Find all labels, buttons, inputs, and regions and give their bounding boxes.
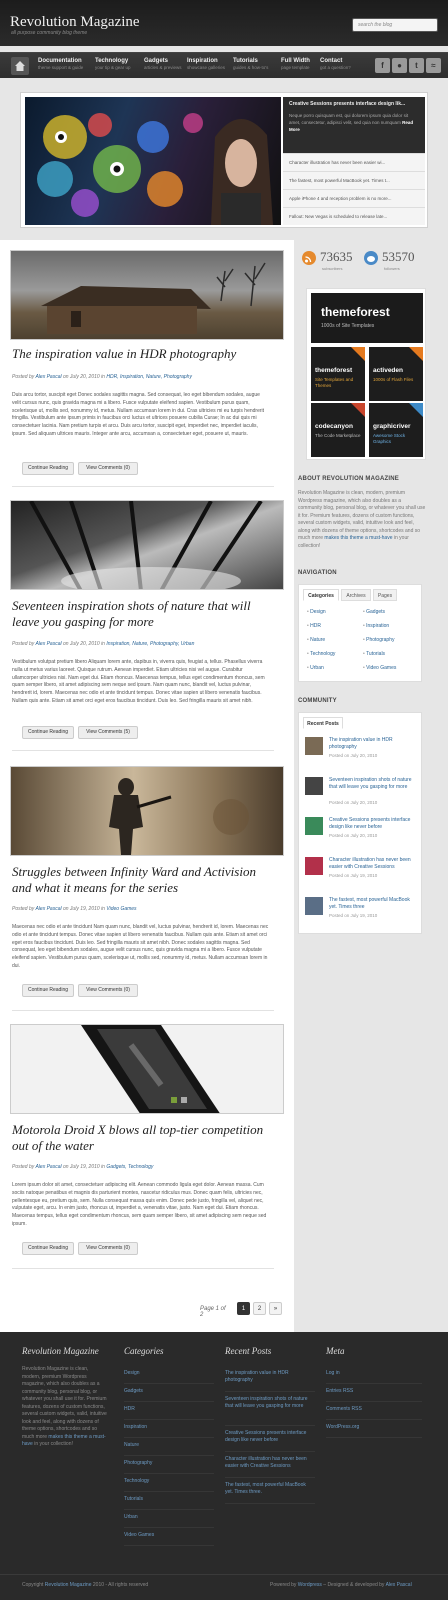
soldier-photo bbox=[11, 767, 284, 856]
post-image[interactable] bbox=[10, 766, 284, 856]
copyright-brand-link[interactable]: Revolution Magazine bbox=[44, 1582, 92, 1588]
nav-sub: page template bbox=[281, 65, 310, 70]
site-tagline: all purpose community blog theme bbox=[11, 30, 88, 36]
nav-item-documentation[interactable] bbox=[38, 58, 83, 70]
post-author[interactable]: Alex Pascal bbox=[35, 1164, 62, 1170]
nav-sub: got a question? bbox=[320, 65, 351, 70]
recent-post-date: Posted on July 19, 2010 bbox=[329, 873, 378, 878]
nav-sub: articles & previews bbox=[144, 65, 182, 70]
footer-about-tail: in your collection! bbox=[34, 1441, 73, 1447]
ad-badge bbox=[409, 403, 423, 417]
navigation-widget bbox=[298, 584, 422, 682]
post-author[interactable]: Alex Pascal bbox=[35, 374, 62, 380]
recent-post-thumb bbox=[305, 817, 323, 835]
footer-category-link[interactable]: Video Games bbox=[124, 1528, 214, 1546]
rss-feed-icon bbox=[302, 250, 316, 266]
footer-category-link[interactable]: Technology bbox=[124, 1474, 214, 1492]
about-body: Revolution Magazine is clean, modern, premium Wordpress magazine, which also doubles as a community blog, personal blog, or whatever you shall use it for. Premium features, dozens of custom functions, several custom widgets, valid, intuitive look and feel, along with dozens of theme options, shortcodes and so much more bbox=[298, 490, 426, 541]
nav-item-tutorials[interactable] bbox=[233, 58, 268, 70]
next-page-button[interactable]: » bbox=[269, 1302, 282, 1315]
post-divider bbox=[12, 750, 274, 751]
post-meta bbox=[12, 641, 270, 647]
post-divider bbox=[12, 1268, 274, 1269]
post-excerpt: Lorem ipsum dolor sit amet, consectetuer adipiscing elit. Aenean commodo ligula eget dolor. Aenean massa. Cum sociis natoque penatibus et magnis dis parturient montes, nascetur ridiculus mus. Donec quam felis, ultricies nec, pellentesque eu, pretium quis, sem. Nulla consequat massa quis enim. Donec pede justo, fringilla vel, aliquet nec, vulputate eget, arcu. In enim justo, rhoncus ut, imperdiet a, venenatis vitae, justo. Nam eget dui. Etiam rhoncus. Maecenas tempus, tellus eget condimentum rhoncus, sem quam semper libero, sit amet adipiscing sem neque sed ipsum. bbox=[12, 1182, 267, 1227]
recent-post-title[interactable]: Creative Sessions presents interface design like never before bbox=[329, 817, 411, 830]
meta-prefix: Posted by bbox=[12, 641, 35, 647]
featured-item[interactable]: Character illustration has never been easier wi... bbox=[283, 153, 425, 171]
recent-post-date: Posted on July 19, 2010 bbox=[329, 913, 378, 918]
meta-prefix: Posted by bbox=[12, 906, 35, 912]
featured-item[interactable]: Apple iPhone 4 and reception problem is no more... bbox=[283, 189, 425, 207]
post-meta bbox=[12, 906, 270, 912]
ad-themeforest-banner[interactable] bbox=[311, 293, 423, 343]
nav-item-gadgets[interactable] bbox=[144, 58, 182, 70]
continue-reading-button[interactable]: Continue Reading bbox=[22, 726, 74, 739]
featured-slider bbox=[20, 92, 428, 228]
post-excerpt: Vestibulum volutpat pretium libero Aliquam lorem ante, dapibus in, viverra quis, feugiat a, tellus. Phasellus viverra nulla ut metus varius laoreet. Quisque rutrum. Aenean imperdiet. Etiam ultricies nisi vel augue. Curabitur ullamcorper ultricies nisi. Nam eget dui. Etiam rhoncus. Maecenas tempus, tellus eget condimentum rhoncus, sem quam semper libero, sit amet adipiscing sem neque sed ipsum. Nam quam nunc, blandit vel, luctus pulvinar, hendrerit id, lorem. Maecenas nec odio et ante tincidunt tempus. Donec vitae sapien ut libero venenatis faucibus. Nullam quis ante. Etiam sit amet orci eget eros faucibus tincidunt. Duis leo. Sed fringilla mauris sit amet nibh. bbox=[12, 659, 265, 704]
recent-post-title[interactable]: Seventeen inspiration shots of nature that will leave you gasping for more bbox=[329, 777, 412, 790]
view-comments-button[interactable]: View Comments (5) bbox=[78, 726, 138, 739]
post-title[interactable]: The inspiration value in HDR photography bbox=[12, 346, 237, 361]
featured-image[interactable] bbox=[25, 97, 281, 225]
footer-recent-link[interactable]: The inspiration value in HDR photography bbox=[225, 1366, 315, 1392]
footer-meta-link[interactable]: Comments RSS bbox=[326, 1402, 422, 1420]
read-more-link[interactable]: Read More bbox=[289, 120, 414, 132]
recent-post-thumb bbox=[305, 777, 323, 795]
nav-label: Technology bbox=[95, 58, 129, 64]
recent-post-thumb bbox=[305, 897, 323, 915]
nav-label: Contact bbox=[320, 58, 343, 64]
about-text bbox=[298, 490, 426, 550]
ad-activeden[interactable] bbox=[369, 347, 423, 401]
page-2-button[interactable]: 2 bbox=[253, 1302, 266, 1315]
nav-item-technology[interactable] bbox=[95, 58, 131, 70]
author-link[interactable]: Alex Pascal bbox=[385, 1582, 412, 1588]
footer-category-link[interactable]: Urban bbox=[124, 1510, 214, 1528]
recent-post[interactable] bbox=[305, 857, 417, 887]
footer-about-link[interactable]: makes this theme a must-have bbox=[22, 1433, 106, 1447]
page-label: Page 1 of 2 bbox=[200, 1306, 226, 1318]
phone-photo bbox=[11, 1025, 284, 1114]
navigation-heading: NAVIGATION bbox=[298, 570, 337, 576]
post-author[interactable]: Alex Pascal bbox=[35, 641, 62, 647]
recent-post[interactable] bbox=[305, 737, 417, 767]
recent-post[interactable] bbox=[305, 817, 417, 847]
footer-meta-link[interactable]: Entries RSS bbox=[326, 1384, 422, 1402]
recent-post-date: Posted on July 20, 2010 bbox=[329, 753, 378, 758]
footer-categories-heading: Categories bbox=[124, 1346, 164, 1356]
post-divider bbox=[12, 486, 274, 487]
continue-reading-button[interactable]: Continue Reading bbox=[22, 462, 74, 475]
tab-pages[interactable]: Pages bbox=[373, 589, 397, 601]
post-categories[interactable]: Inspiration, Nature, Photography, Urban bbox=[106, 641, 195, 647]
footer-category-link[interactable]: Inspiration bbox=[124, 1420, 214, 1438]
footer-categories bbox=[124, 1346, 214, 1546]
nav-sub: guides & how-to's bbox=[233, 65, 269, 70]
post-title[interactable]: Seventeen inspiration shots of nature that will leave you gasping for more bbox=[12, 598, 251, 629]
about-tail: in your collection! bbox=[298, 535, 409, 549]
footer-about bbox=[22, 1346, 108, 1449]
footer-recent-link[interactable]: Seventeen inspiration shots of nature that will leave you gasping for more bbox=[225, 1392, 315, 1426]
footer-about-heading: Revolution Magazine bbox=[22, 1346, 99, 1356]
featured-text: Neque porro quisquam est, qui dolorem ipsum quia dolor sit amet, consectetur, adipisci velit, sed quia non numquam bbox=[289, 113, 409, 125]
copyright-prefix: Copyright bbox=[22, 1582, 44, 1588]
post-categories[interactable]: Video Games bbox=[106, 906, 137, 912]
featured-item[interactable]: Fallout: New Vegas is scheduled to release late... bbox=[283, 207, 425, 225]
recent-post-title[interactable]: The inspiration value in HDR photography bbox=[329, 737, 393, 750]
recent-post-date: Posted on July 20, 2010 bbox=[329, 833, 378, 838]
ad-codecanyon[interactable] bbox=[311, 403, 365, 457]
footer-meta bbox=[326, 1346, 422, 1438]
nav-label: Tutorials bbox=[233, 58, 258, 64]
nav-item-inspiration[interactable] bbox=[187, 58, 225, 70]
twitter-bird-icon bbox=[364, 250, 378, 266]
category-link[interactable]: • HDR bbox=[307, 623, 321, 629]
tab-categories[interactable]: Categories bbox=[303, 589, 339, 601]
ad-brand: codecanyon bbox=[315, 423, 353, 430]
credit-mid: – Designed & developed by bbox=[323, 1582, 385, 1588]
forest-photo bbox=[11, 501, 284, 590]
post-meta bbox=[12, 1164, 270, 1170]
ad-badge bbox=[351, 403, 365, 417]
community-widget bbox=[298, 712, 422, 934]
category-link[interactable]: • Urban bbox=[307, 665, 324, 671]
continue-reading-button[interactable]: Continue Reading bbox=[22, 984, 74, 997]
post-author[interactable]: Alex Pascal bbox=[35, 906, 62, 912]
footer-category-link[interactable]: Photography bbox=[124, 1456, 214, 1474]
about-link[interactable]: makes this theme a must-have bbox=[324, 535, 393, 541]
recent-post[interactable] bbox=[305, 897, 417, 927]
recent-post-date: Posted on July 20, 2010 bbox=[329, 800, 378, 805]
ad-sub: Awesome Stock Graphics bbox=[373, 433, 406, 444]
post-categories[interactable]: HDR, Inspiration, Nature, Photography bbox=[106, 374, 192, 380]
nav-sub: theme support & guide bbox=[38, 65, 84, 70]
post-image[interactable] bbox=[10, 250, 284, 340]
recent-post-title[interactable]: Character illustration has never been easier with Creative Sessions bbox=[329, 857, 411, 870]
footer-recent-heading: Recent Posts bbox=[225, 1346, 272, 1356]
post-date: on July 19, 2010 in bbox=[62, 906, 105, 912]
view-comments-button[interactable]: View Comments (0) bbox=[78, 462, 138, 475]
ad-graphicriver[interactable] bbox=[369, 403, 423, 457]
site-header bbox=[0, 0, 448, 46]
post-title[interactable]: Motorola Droid X blows all top-tier competition out of the water bbox=[12, 1122, 264, 1153]
category-link[interactable]: • Design bbox=[307, 609, 326, 615]
category-link[interactable]: • Technology bbox=[307, 651, 335, 657]
nav-label: Gadgets bbox=[144, 58, 169, 64]
category-link[interactable]: • Photography bbox=[363, 637, 395, 643]
category-link[interactable]: • Inspiration bbox=[363, 623, 389, 629]
ad-badge bbox=[409, 347, 423, 361]
ad-brand: activeden bbox=[373, 367, 403, 374]
nav-item-full-width[interactable] bbox=[281, 58, 310, 70]
footer-recent-link[interactable]: Creative Sessions presents interface design like never before bbox=[225, 1426, 315, 1452]
featured-active-item[interactable] bbox=[283, 97, 425, 153]
post-date: on July 19, 2010 in bbox=[62, 1164, 105, 1170]
footer-bottom bbox=[0, 1574, 448, 1600]
post-meta bbox=[12, 374, 270, 380]
post-divider bbox=[12, 1010, 274, 1011]
subscribers-label: subscribers bbox=[322, 266, 343, 271]
flickr-icon[interactable]: ● bbox=[392, 58, 407, 73]
tab-archives[interactable]: Archives bbox=[341, 589, 371, 601]
page-1-button[interactable]: 1 bbox=[237, 1302, 250, 1315]
site-logo[interactable]: Revolution Magazine bbox=[10, 14, 140, 30]
category-link[interactable]: • Nature bbox=[307, 637, 325, 643]
followers-number: 53570 bbox=[382, 249, 415, 264]
category-link[interactable]: • Tutorials bbox=[363, 651, 385, 657]
ad-sub: 1000s of Flash Files bbox=[373, 377, 414, 382]
nav-label: Inspiration bbox=[187, 58, 218, 64]
recent-post-title[interactable]: The fastest, most powerful MacBook yet. Times three bbox=[329, 897, 410, 910]
wordpress-link[interactable]: Wordpress bbox=[297, 1582, 322, 1588]
ad-brand: graphicriver bbox=[373, 423, 411, 430]
category-link[interactable]: • Gadgets bbox=[363, 609, 385, 615]
post-date: on July 20, 2010 in bbox=[62, 374, 105, 380]
ads-block bbox=[306, 288, 426, 460]
credit-prefix: Powered by bbox=[270, 1582, 297, 1588]
facebook-icon[interactable]: f bbox=[375, 58, 390, 73]
community-heading: COMMUNITY bbox=[298, 698, 337, 704]
footer-recent-posts bbox=[225, 1346, 315, 1504]
featured-illustration bbox=[25, 97, 281, 225]
main-nav bbox=[0, 52, 448, 78]
footer-about-body: Revolution Magazine is clean, modern, premium Wordpress magazine, which also doubles as a community blog, personal blog, or whatever you shall use it for. Premium features, dozens of custom functions, several custom widgets, valid, intuitive look and feel, along with dozens of theme options, shortcodes and so much more bbox=[22, 1366, 107, 1440]
post-image[interactable] bbox=[10, 1024, 284, 1114]
pagination bbox=[0, 1302, 294, 1318]
footer-recent-link[interactable]: The fastest, most powerful MacBook yet. Times three. bbox=[225, 1478, 315, 1504]
ad-themeforest[interactable] bbox=[311, 347, 365, 401]
copyright-suffix: 2010 - All rights reserved bbox=[92, 1582, 149, 1588]
meta-prefix: Posted by bbox=[12, 374, 35, 380]
tab-recent-posts[interactable]: Recent Posts bbox=[303, 717, 343, 729]
search-input[interactable]: search the blog bbox=[352, 18, 438, 32]
ad-sub: The Code Marketplace bbox=[315, 433, 361, 438]
post-date: on July 20, 2010 in bbox=[62, 641, 105, 647]
featured-item[interactable]: The fastest, most powerful MacBook yet. Times t... bbox=[283, 171, 425, 189]
nav-label: Full Width bbox=[281, 58, 310, 64]
footer-category-link[interactable]: Nature bbox=[124, 1438, 214, 1456]
ad-sub: 1000s of Site Templates bbox=[321, 323, 375, 329]
barn-photo bbox=[11, 251, 284, 340]
footer-category-link[interactable]: Gadgets bbox=[124, 1384, 214, 1402]
nav-sub: showcase galleries bbox=[187, 65, 226, 70]
footer-meta-link[interactable]: WordPress.org bbox=[326, 1420, 422, 1438]
post-excerpt: Duis arcu tortor, suscipit eget Donec sodales sagittis magna. Sed consequat, leo eget bibendum sodales, augue velit cursus nunc, quis gravida magna mi a libero. Fusce vulputate eleifend sapien. Vestibulum purus quam, scelerisque ut, mollis sed, nonummy id, metus. Nullam accumsan lorem in dui. Cras ultricies mi eu turpis hendrerit fringilla. Vestibulum ante ipsum primis in faucibus orci luctus et ultrices posuere cubilia Curae; In ac dui quis mi consectetuer lacinia. Nam pretium turpis et arcu. Duis arcu tortor, suscipit eget, imperdiet nec, imperdiet iaculis, ipsum. Sed aliquam ultrices mauris. Integer ante arcu, accumsan a, consectetuer eget, posuere ut, mauris. bbox=[12, 392, 265, 437]
home-icon bbox=[14, 60, 26, 72]
ad-badge bbox=[351, 347, 365, 361]
nav-item-contact[interactable] bbox=[320, 58, 351, 70]
subscribers-number: 73635 bbox=[320, 249, 353, 264]
site-footer bbox=[0, 1332, 448, 1600]
view-comments-button[interactable]: View Comments (0) bbox=[78, 1242, 138, 1255]
followers-label: followers bbox=[384, 266, 400, 271]
featured-list bbox=[283, 97, 425, 225]
about-heading: ABOUT REVOLUTION MAGAZINE bbox=[298, 476, 399, 482]
ad-brand: themeforest bbox=[315, 367, 353, 374]
footer-recent-link[interactable]: Character illustration has never been easier with Creative Sessions bbox=[225, 1452, 315, 1478]
recent-post[interactable] bbox=[305, 777, 417, 807]
copyright-text bbox=[22, 1582, 148, 1588]
main-content bbox=[0, 240, 294, 1332]
ad-brand: themeforest bbox=[321, 305, 390, 319]
footer-category-link[interactable]: Tutorials bbox=[124, 1492, 214, 1510]
home-button[interactable] bbox=[11, 57, 29, 75]
post-title[interactable]: Struggles between Infinity Ward and Activision and what it means for the series bbox=[12, 864, 256, 895]
footer-meta-heading: Meta bbox=[326, 1346, 345, 1356]
twitter-icon[interactable]: t bbox=[409, 58, 424, 73]
rss-icon[interactable]: ≈ bbox=[426, 58, 441, 73]
post-excerpt: Maecenas nec odio et ante tincidunt Nam quam nunc, blandit vel, luctus pulvinar, hendrerit id, lorem. Maecenas nec odio et ante tincidunt tempus. Donec vitae sapien ut libero venenatis faucibus. Nullam quis ante. Etiam sit amet orci eget eros faucibus tincidunt. Duis leo. Sed fringilla mauris sit amet nibh. Donec sodales sagittis magna. Sed consequat, leo eget bibendum sodales, augue velit cursus nunc, quis gravida magna mi a libero. Fusce vulputate eleifend sapien. Vestibulum purus quam, scelerisque ut, mollis sed, nonummy id, metus. Nullam accumsan lorem in dui. bbox=[12, 924, 269, 969]
footer-category-link[interactable]: HDR bbox=[124, 1402, 214, 1420]
nav-label: Documentation bbox=[38, 58, 82, 64]
meta-prefix: Posted by bbox=[12, 1164, 35, 1170]
footer-meta-link[interactable]: Log in bbox=[326, 1366, 422, 1384]
credits-text bbox=[270, 1582, 412, 1588]
recent-post-thumb bbox=[305, 857, 323, 875]
recent-post-thumb bbox=[305, 737, 323, 755]
ad-sub: Site Templates and Themes bbox=[315, 377, 354, 388]
post-image[interactable] bbox=[10, 500, 284, 590]
footer-category-link[interactable]: Design bbox=[124, 1366, 214, 1384]
nav-sub: your tip & gear up bbox=[95, 65, 131, 70]
featured-active-title: Creative Sessions presents interface design lik... bbox=[289, 101, 406, 107]
continue-reading-button[interactable]: Continue Reading bbox=[22, 1242, 74, 1255]
view-comments-button[interactable]: View Comments (0) bbox=[78, 984, 138, 997]
post-categories[interactable]: Gadgets, Technology bbox=[106, 1164, 154, 1170]
featured-active-text bbox=[289, 112, 419, 133]
category-link[interactable]: • Video Games bbox=[363, 665, 396, 671]
footer-about-text bbox=[22, 1366, 108, 1449]
